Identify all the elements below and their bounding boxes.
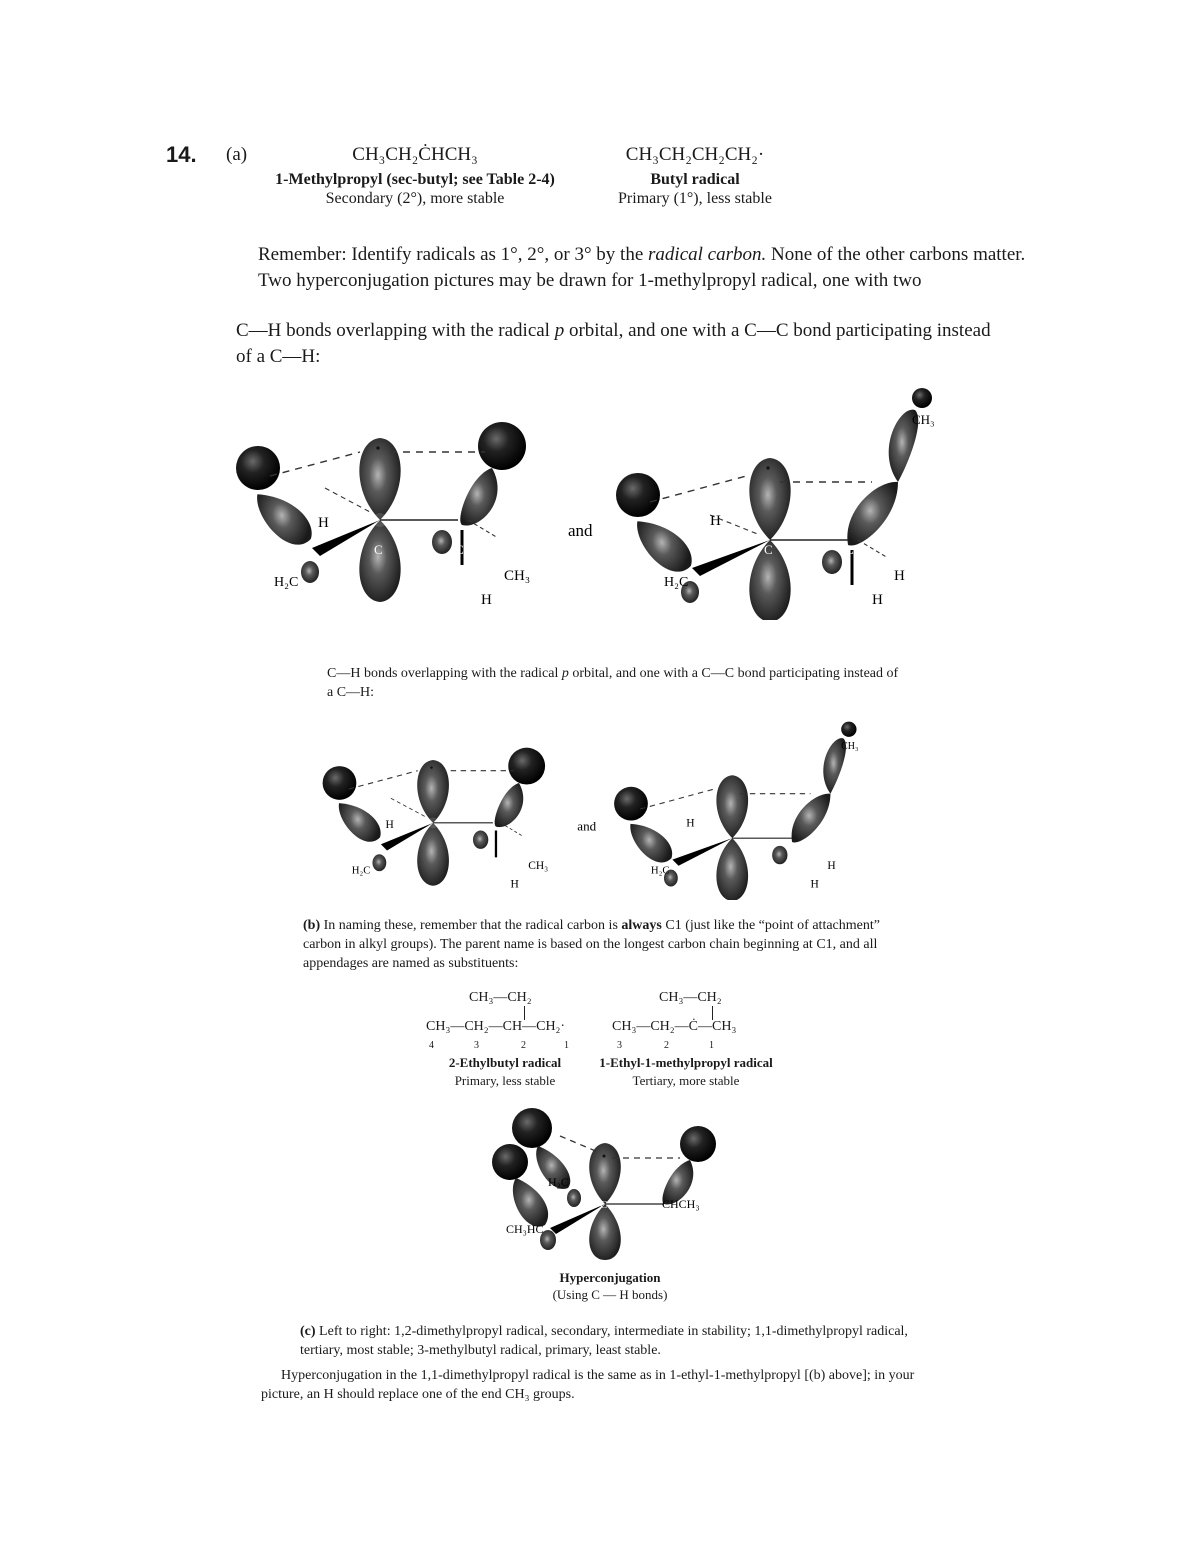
label-h2c: H₂C <box>650 864 670 877</box>
ethylbutyl-name: 2-Ethylbutyl radical <box>448 1055 562 1070</box>
ethylmethylpropyl-vertical-bond <box>712 1006 713 1020</box>
label-h: H <box>510 878 519 891</box>
label-h: H <box>318 515 329 531</box>
hyperconjugation-title: Hyperconjugation <box>559 1270 661 1285</box>
label-ch3: CH₃ <box>528 859 549 872</box>
molecule-ch-ch-small <box>323 748 549 891</box>
part-b-text-1: In naming these, remember that the radical carbon is <box>320 918 622 933</box>
label-ch3: CH₃ <box>841 741 859 753</box>
formula-butyl: CH₃CH₂CH₂CH₂· <box>625 144 765 165</box>
repeat-text-2: orbital, and one with a C—C bond participating instead of a C—H: <box>327 666 899 700</box>
part-c-text: Left to right: 1,2-dimethylpropyl radical, secondary, intermediate in stability; 1,1-dimethylpropyl radical, tertiary, most stable; 3-methylbutyl radical, primary, least stable. <box>300 1324 908 1358</box>
hyperconjugation-figure-large <box>230 380 960 620</box>
label-h: H <box>481 592 492 608</box>
cont-text-1: C—H bonds overlapping with the radical <box>236 320 555 341</box>
ethylbutyl-main: CH₃—CH₂—CH—CH₂· <box>426 1019 566 1034</box>
desc-1-methylpropyl: Secondary (2°), more stable <box>325 190 505 207</box>
part-b-label: (b) <box>303 918 321 933</box>
ethylmethylpropyl-name: 1-Ethyl-1-methylpropyl radical <box>599 1055 773 1070</box>
label-c: C <box>600 1199 608 1211</box>
label-h: H <box>710 513 721 529</box>
desc-butyl: Primary (1°), less stable <box>618 190 772 207</box>
ethylbutyl-desc: Primary, less stable <box>454 1073 556 1088</box>
label-h: H <box>872 592 883 608</box>
ethylbutyl-top: CH₃—CH₂ <box>469 990 532 1005</box>
ethylbutyl-num-3: 3 <box>474 1040 479 1051</box>
remember-text-1: Remember: Identify radicals as 1°, 2°, or 3° by the <box>258 244 649 265</box>
hyperconjugation-figure-small <box>318 715 878 900</box>
remember-paragraph <box>258 242 1058 293</box>
part-b-always: always <box>621 918 662 933</box>
ethylmethylpropyl-top: CH₃—CH₂ <box>659 990 722 1005</box>
molecule-ch-cc <box>616 388 935 620</box>
label-h2c: H₂C <box>548 1175 569 1189</box>
part-c-hyperconjugation-paragraph: Hyperconjugation in the 1,1-dimethylpropyl radical is the same as in 1-ethyl-1-methylpropyl [(b) above]; in your picture, an H should replace one of the end CH₃ groups. <box>261 1368 915 1402</box>
label-c: C <box>455 542 464 557</box>
hyperconjugation-subtitle: (Using C — H bonds) <box>552 1287 668 1302</box>
label-h2c: H₂C <box>274 575 299 590</box>
label-h: H <box>894 568 905 584</box>
label-h: H <box>686 817 695 830</box>
repeat-p: p <box>561 666 569 681</box>
label-ch3: CH₃ <box>504 568 531 584</box>
repeat-caption <box>327 665 907 703</box>
label-h2c: H₂C <box>664 575 689 590</box>
label-ch3hc: CH₃HC <box>506 1222 544 1236</box>
cont-text-2: orbital, and one with a C—C bond participating instead of a C—H: <box>236 320 991 367</box>
molecule-ch-cc-small <box>614 722 858 900</box>
ethylbutyl-num-1: 1 <box>564 1040 569 1051</box>
molecule-ch-ch <box>236 422 530 608</box>
continuation-paragraph <box>236 318 996 369</box>
name-1-methylpropyl: 1-Methylpropyl (sec-butyl; see Table 2-4) <box>275 171 555 188</box>
remember-text-2: None of the other carbons matter. Two hyperconjugation pictures may be drawn for 1-methylpropyl radical, one with two <box>258 244 1026 291</box>
problem-number: 14. <box>166 142 197 167</box>
ethylmethylpropyl-num-3: 3 <box>617 1040 622 1051</box>
formula-1-methylpropyl: CH₃CH₂ĊHCH₃ <box>352 144 478 165</box>
label-h: H <box>810 878 819 891</box>
part-c-label: (c) <box>300 1324 316 1339</box>
label-ch3: CH₃ <box>912 412 935 427</box>
ethylmethylpropyl-desc: Tertiary, more stable <box>632 1073 740 1088</box>
label-h2c: H₂C <box>351 864 371 877</box>
part-b-paragraph <box>303 917 903 974</box>
ethylmethylpropyl-num-1: 1 <box>709 1040 714 1051</box>
ethylmethylpropyl-num-2: 2 <box>664 1040 669 1051</box>
label-h: H <box>827 859 836 872</box>
and-text: and <box>568 521 593 540</box>
label-c: C <box>764 542 773 557</box>
label-h: H <box>385 819 394 832</box>
hyperconjugation-figure-b <box>490 1100 740 1260</box>
repeat-text-1: C—H bonds overlapping with the radical <box>327 666 562 681</box>
part-a-label: (a) <box>226 144 248 165</box>
label-c: C <box>374 542 383 557</box>
remember-emphasis: radical carbon. <box>648 244 767 265</box>
label-c: C <box>845 542 854 557</box>
name-butyl: Butyl radical <box>650 171 740 188</box>
and-text: and <box>577 818 597 834</box>
part-b-text-2: C1 (just like the “point of attachment” carbon in alkyl groups). The parent name is based on the longest carbon chain beginning at C1, and all appendages are named as substituents: <box>303 918 880 971</box>
cont-p: p <box>554 320 565 341</box>
ethylmethylpropyl-main: CH₃—CH₂—Ċ—CH₃ <box>612 1019 737 1034</box>
ethylbutyl-num-2: 2 <box>521 1040 526 1051</box>
ethylbutyl-num-4: 4 <box>429 1040 434 1051</box>
ethylbutyl-vertical-bond <box>524 1006 525 1020</box>
label-chch3: CHCH₃ <box>662 1197 700 1211</box>
part-c-paragraph <box>300 1323 925 1361</box>
